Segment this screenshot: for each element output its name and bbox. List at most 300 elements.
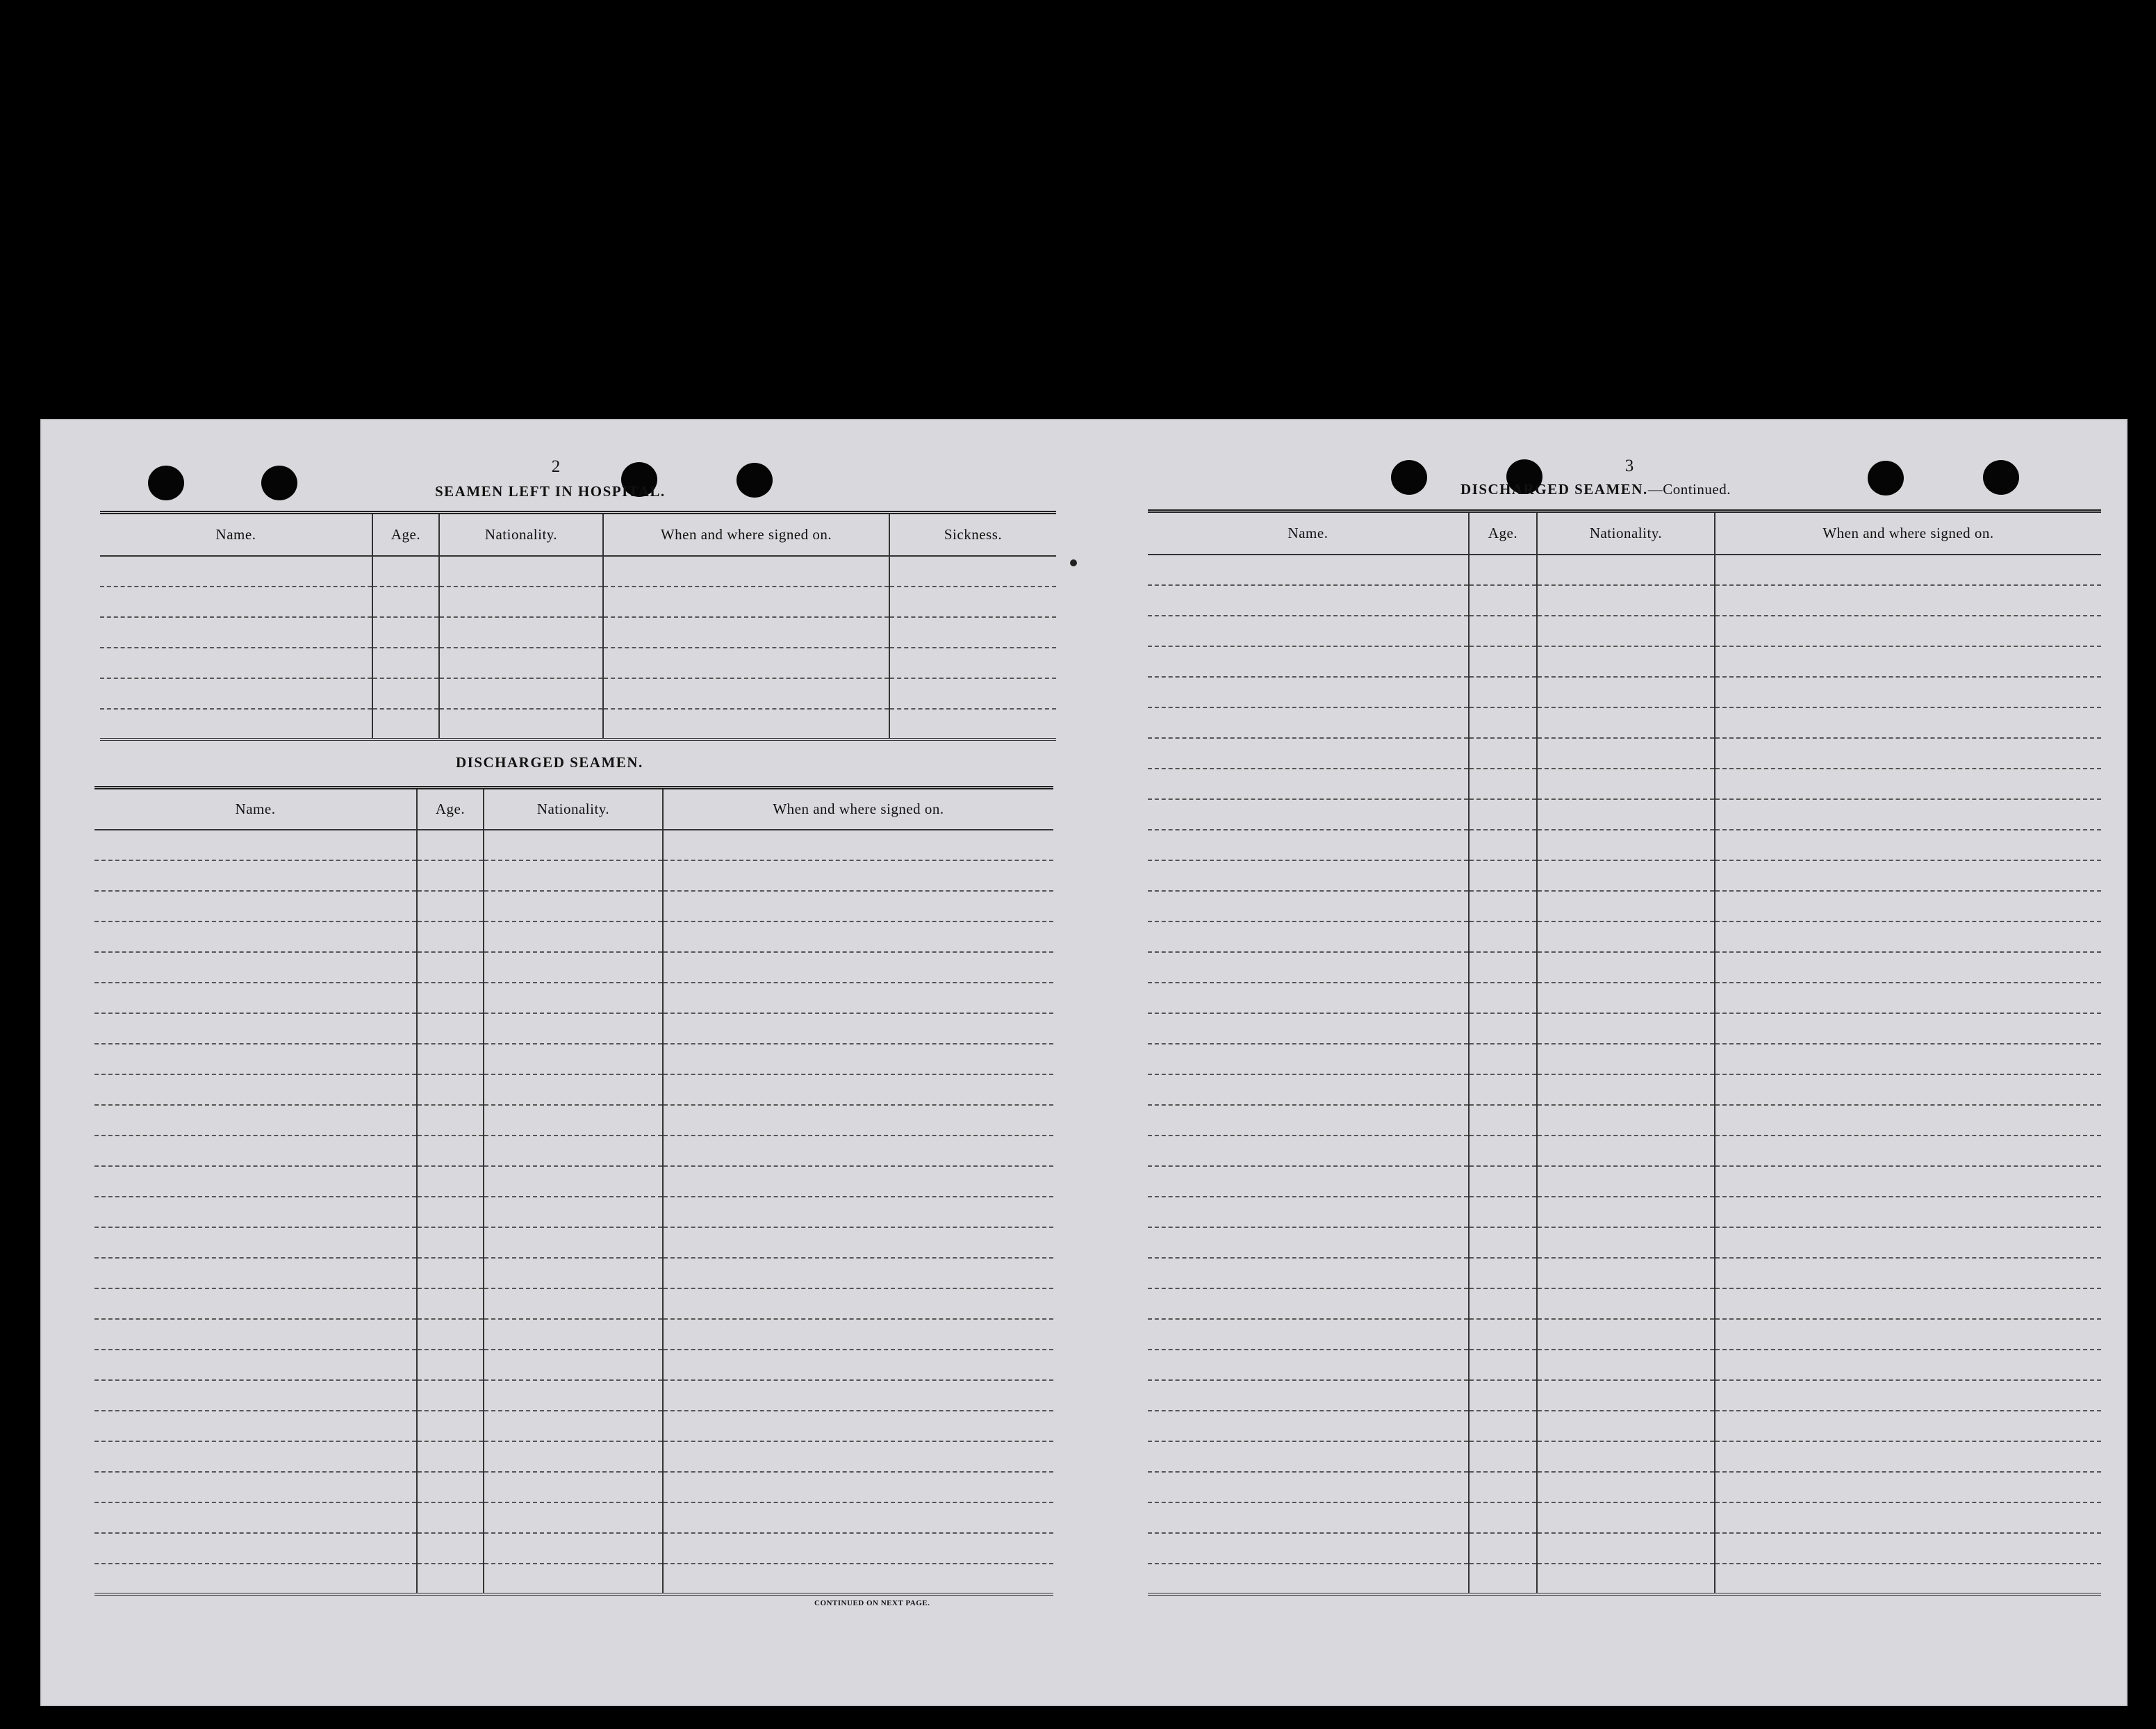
table-cell[interactable]	[1469, 707, 1537, 738]
table-cell[interactable]	[663, 1441, 1053, 1472]
table-cell[interactable]	[1537, 983, 1715, 1013]
table-cell[interactable]	[1148, 860, 1469, 891]
table-cell[interactable]	[1715, 1411, 2101, 1441]
discharged-seamen-table-right	[1148, 509, 2101, 1596]
table-cell[interactable]	[1148, 1288, 1469, 1319]
table-cell[interactable]	[417, 1136, 484, 1166]
table-cell[interactable]	[94, 1074, 417, 1105]
table-cell[interactable]	[1148, 830, 1469, 860]
table-cell[interactable]	[1715, 1227, 2101, 1258]
table-cell[interactable]	[1715, 1044, 2101, 1074]
table-cell[interactable]	[94, 921, 417, 952]
table-cell[interactable]	[663, 1166, 1053, 1197]
table-cell[interactable]	[1469, 1227, 1537, 1258]
table-row	[1148, 799, 2101, 830]
table-cell[interactable]	[663, 860, 1053, 891]
table-cell[interactable]	[484, 921, 663, 952]
table-cell[interactable]	[1469, 952, 1537, 983]
table-cell[interactable]	[1537, 1197, 1715, 1227]
table-cell[interactable]	[94, 1411, 417, 1441]
col-header-age: Age.	[1469, 511, 1537, 555]
table-cell[interactable]	[1148, 1380, 1469, 1411]
table-cell[interactable]	[1148, 799, 1469, 830]
page-number-right: 3	[1624, 457, 1634, 475]
table-cell[interactable]	[1148, 1013, 1469, 1044]
table-cell[interactable]	[1148, 1411, 1469, 1441]
table-cell[interactable]	[603, 648, 889, 678]
table-cell[interactable]	[1469, 1166, 1537, 1197]
table-cell[interactable]	[663, 1227, 1053, 1258]
table-cell[interactable]	[1148, 616, 1469, 646]
table-cell[interactable]	[663, 1074, 1053, 1105]
table-cell[interactable]	[417, 1564, 484, 1594]
table-cell[interactable]	[484, 1227, 663, 1258]
table-row	[94, 983, 1053, 1013]
table-cell[interactable]	[1537, 799, 1715, 830]
table-cell[interactable]	[1469, 1441, 1537, 1472]
table-cell[interactable]	[1537, 646, 1715, 677]
table-cell[interactable]	[1148, 1564, 1469, 1594]
table-cell[interactable]	[663, 1105, 1053, 1136]
table-cell[interactable]	[484, 1136, 663, 1166]
table-cell[interactable]	[1469, 1472, 1537, 1502]
table-cell[interactable]	[1537, 952, 1715, 983]
table-cell[interactable]	[100, 587, 372, 617]
table-cell[interactable]	[1537, 707, 1715, 738]
table-cell[interactable]	[889, 556, 1056, 587]
table-cell[interactable]	[1537, 1380, 1715, 1411]
table-cell[interactable]	[417, 1319, 484, 1350]
table-cell[interactable]	[1469, 1105, 1537, 1136]
table-cell[interactable]	[1715, 1350, 2101, 1380]
table-cell[interactable]	[1148, 1074, 1469, 1105]
table-cell[interactable]	[1469, 1197, 1537, 1227]
table-cell[interactable]	[484, 830, 663, 860]
table-cell[interactable]	[94, 1472, 417, 1502]
table-cell[interactable]	[1715, 707, 2101, 738]
table-cell[interactable]	[663, 1411, 1053, 1441]
table-cell[interactable]	[1469, 799, 1537, 830]
table-cell[interactable]	[1715, 1105, 2101, 1136]
table-cell[interactable]	[100, 556, 372, 587]
table-cell[interactable]	[1469, 1533, 1537, 1564]
title-text: DISCHARGED SEAMEN.	[1460, 481, 1648, 498]
table-cell[interactable]	[603, 678, 889, 709]
table-cell[interactable]	[1715, 1288, 2101, 1319]
table-cell[interactable]	[484, 1380, 663, 1411]
table-cell[interactable]	[1715, 891, 2101, 921]
table-cell[interactable]	[1469, 1258, 1537, 1288]
table-cell[interactable]	[889, 617, 1056, 648]
table-cell[interactable]	[663, 952, 1053, 983]
table-row	[100, 678, 1056, 709]
table-row	[1148, 1013, 2101, 1044]
table-cell[interactable]	[1537, 555, 1715, 585]
table-cell[interactable]	[663, 1472, 1053, 1502]
table-cell[interactable]	[1537, 585, 1715, 616]
table-cell[interactable]	[94, 891, 417, 921]
col-header-nationality: Nationality.	[439, 513, 603, 556]
table-cell[interactable]	[1537, 860, 1715, 891]
table-cell[interactable]	[1469, 983, 1537, 1013]
table-cell[interactable]	[603, 617, 889, 648]
table-cell[interactable]	[100, 709, 372, 739]
table-cell[interactable]	[417, 1013, 484, 1044]
table-cell[interactable]	[1715, 1074, 2101, 1105]
table-cell[interactable]	[1537, 1502, 1715, 1533]
table-cell[interactable]	[417, 1380, 484, 1411]
table-cell[interactable]	[1715, 1564, 2101, 1594]
table-cell[interactable]	[417, 1472, 484, 1502]
table-cell[interactable]	[484, 1258, 663, 1288]
table-cell[interactable]	[1469, 555, 1537, 585]
table-row	[94, 891, 1053, 921]
continued-note: CONTINUED ON NEXT PAGE.	[814, 1599, 930, 1607]
table-cell[interactable]	[94, 830, 417, 860]
table-cell[interactable]	[1148, 769, 1469, 799]
table-cell[interactable]	[94, 1166, 417, 1197]
table-cell[interactable]	[1537, 1166, 1715, 1197]
table-cell[interactable]	[484, 1533, 663, 1564]
table-cell[interactable]	[1537, 738, 1715, 769]
table-cell[interactable]	[1715, 830, 2101, 860]
table-cell[interactable]	[1148, 1258, 1469, 1288]
table-cell[interactable]	[484, 1105, 663, 1136]
table-cell[interactable]	[1537, 1564, 1715, 1594]
table-cell[interactable]	[417, 983, 484, 1013]
table-cell[interactable]	[94, 1044, 417, 1074]
table-cell[interactable]	[1537, 1105, 1715, 1136]
table-cell[interactable]	[1469, 616, 1537, 646]
table-cell[interactable]	[1148, 1197, 1469, 1227]
table-cell[interactable]	[484, 1013, 663, 1044]
table-cell[interactable]	[1469, 677, 1537, 707]
table-cell[interactable]	[1715, 1380, 2101, 1411]
table-cell[interactable]	[484, 1472, 663, 1502]
table-cell[interactable]	[100, 617, 372, 648]
table-cell[interactable]	[94, 1502, 417, 1533]
table-cell[interactable]	[1537, 1227, 1715, 1258]
table-cell[interactable]	[94, 1533, 417, 1564]
table-cell[interactable]	[94, 1319, 417, 1350]
table-cell[interactable]	[1148, 921, 1469, 952]
table-cell[interactable]	[1148, 585, 1469, 616]
table-cell[interactable]	[663, 1564, 1053, 1594]
table-cell[interactable]	[663, 1136, 1053, 1166]
table-cell[interactable]	[1469, 921, 1537, 952]
table-cell[interactable]	[1715, 921, 2101, 952]
table-cell[interactable]	[1469, 1013, 1537, 1044]
table-cell[interactable]	[1715, 1502, 2101, 1533]
table-cell[interactable]	[1148, 1136, 1469, 1166]
table-row	[1148, 1350, 2101, 1380]
table-cell[interactable]	[663, 983, 1053, 1013]
table-cell[interactable]	[372, 587, 439, 617]
table-cell[interactable]	[1148, 1441, 1469, 1472]
table-cell[interactable]	[1148, 1350, 1469, 1380]
table-cell[interactable]	[417, 952, 484, 983]
table-cell[interactable]	[1469, 1350, 1537, 1380]
table-cell[interactable]	[1148, 952, 1469, 983]
table-cell[interactable]	[1715, 1472, 2101, 1502]
table-cell[interactable]	[1537, 1258, 1715, 1288]
table-cell[interactable]	[1715, 1441, 2101, 1472]
table-cell[interactable]	[663, 1502, 1053, 1533]
table-cell[interactable]	[484, 1074, 663, 1105]
table-cell[interactable]	[1715, 1166, 2101, 1197]
table-cell[interactable]	[1148, 1044, 1469, 1074]
table-cell[interactable]	[417, 1227, 484, 1258]
table-cell[interactable]	[663, 1288, 1053, 1319]
table-cell[interactable]	[1715, 677, 2101, 707]
table-cell[interactable]	[94, 1258, 417, 1288]
table-cell[interactable]	[663, 1319, 1053, 1350]
table-cell[interactable]	[663, 1258, 1053, 1288]
table-cell[interactable]	[889, 587, 1056, 617]
table-cell[interactable]	[1537, 921, 1715, 952]
table-cell[interactable]	[417, 830, 484, 860]
table-cell[interactable]	[663, 830, 1053, 860]
table-cell[interactable]	[663, 1350, 1053, 1380]
table-row	[1148, 707, 2101, 738]
table-cell[interactable]	[603, 709, 889, 739]
table-cell[interactable]	[1537, 1441, 1715, 1472]
table-cell[interactable]	[1469, 1380, 1537, 1411]
table-row	[1148, 1380, 2101, 1411]
table-cell[interactable]	[1715, 952, 2101, 983]
table-cell[interactable]	[1148, 891, 1469, 921]
table-cell[interactable]	[1537, 891, 1715, 921]
table-cell[interactable]	[1715, 738, 2101, 769]
table-cell[interactable]	[417, 1197, 484, 1227]
table-cell[interactable]	[1715, 1136, 2101, 1166]
table-cell[interactable]	[1537, 1074, 1715, 1105]
table-cell[interactable]	[1715, 769, 2101, 799]
table-cell[interactable]	[94, 860, 417, 891]
table-row	[94, 1074, 1053, 1105]
table-cell[interactable]	[1715, 616, 2101, 646]
table-cell[interactable]	[94, 1288, 417, 1319]
table-cell[interactable]	[1715, 1258, 2101, 1288]
table-cell[interactable]	[417, 1044, 484, 1074]
punch-hole	[1983, 460, 2019, 495]
table-cell[interactable]	[1469, 1074, 1537, 1105]
table-cell[interactable]	[484, 1288, 663, 1319]
table-cell[interactable]	[1537, 1472, 1715, 1502]
table-cell[interactable]	[417, 1350, 484, 1380]
table-cell[interactable]	[1715, 585, 2101, 616]
table-cell[interactable]	[1715, 1533, 2101, 1564]
table-cell[interactable]	[417, 1288, 484, 1319]
table-row	[1148, 1319, 2101, 1350]
table-cell[interactable]	[100, 678, 372, 709]
table-cell[interactable]	[1715, 1319, 2101, 1350]
table-cell[interactable]	[484, 891, 663, 921]
table-cell[interactable]	[889, 678, 1056, 709]
table-cell[interactable]	[1537, 830, 1715, 860]
table-cell[interactable]	[100, 648, 372, 678]
table-cell[interactable]	[1715, 555, 2101, 585]
table-cell[interactable]	[1469, 769, 1537, 799]
table-cell[interactable]	[1148, 1166, 1469, 1197]
table-cell[interactable]	[1537, 1411, 1715, 1441]
table-cell[interactable]	[1469, 585, 1537, 616]
table-cell[interactable]	[1537, 677, 1715, 707]
table-cell[interactable]	[1148, 738, 1469, 769]
table-cell[interactable]	[663, 921, 1053, 952]
table-cell[interactable]	[372, 709, 439, 739]
table-cell[interactable]	[417, 860, 484, 891]
table-cell[interactable]	[1148, 1227, 1469, 1258]
table-cell[interactable]	[439, 648, 603, 678]
table-cell[interactable]	[1537, 1288, 1715, 1319]
table-cell[interactable]	[417, 921, 484, 952]
table-cell[interactable]	[372, 617, 439, 648]
table-cell[interactable]	[94, 1013, 417, 1044]
table-cell[interactable]	[372, 678, 439, 709]
table-cell[interactable]	[1537, 1319, 1715, 1350]
table-row	[100, 556, 1056, 587]
table-cell[interactable]	[1715, 860, 2101, 891]
table-cell[interactable]	[417, 891, 484, 921]
table-row	[1148, 983, 2101, 1013]
table-cell[interactable]	[439, 587, 603, 617]
table-cell[interactable]	[1715, 1197, 2101, 1227]
table-cell[interactable]	[603, 587, 889, 617]
table-cell[interactable]	[663, 1533, 1053, 1564]
table-cell[interactable]	[1537, 1533, 1715, 1564]
table-row	[94, 1166, 1053, 1197]
table-cell[interactable]	[484, 1044, 663, 1074]
table-cell[interactable]	[663, 1197, 1053, 1227]
table-cell[interactable]	[417, 1502, 484, 1533]
table-row	[1148, 585, 2101, 616]
table-cell[interactable]	[439, 617, 603, 648]
table-cell[interactable]	[1537, 1350, 1715, 1380]
table-cell[interactable]	[94, 1105, 417, 1136]
col-header-sickness: Sickness.	[889, 513, 1056, 556]
page-number-left: 2	[551, 457, 561, 476]
table-cell[interactable]	[94, 1197, 417, 1227]
table-cell[interactable]	[94, 1380, 417, 1411]
table-cell[interactable]	[1148, 1502, 1469, 1533]
table-cell[interactable]	[1537, 1136, 1715, 1166]
table-cell[interactable]	[1537, 1013, 1715, 1044]
table-cell[interactable]	[439, 556, 603, 587]
table-cell[interactable]	[1469, 1044, 1537, 1074]
table-row	[1148, 1044, 2101, 1074]
table-cell[interactable]	[417, 1258, 484, 1288]
col-header-signed-on: When and where signed on.	[603, 513, 889, 556]
table-cell[interactable]	[1469, 738, 1537, 769]
table-cell[interactable]	[484, 1411, 663, 1441]
table-cell[interactable]	[484, 1564, 663, 1594]
table-cell[interactable]	[1469, 891, 1537, 921]
table-row	[94, 830, 1053, 860]
table-cell[interactable]	[417, 1441, 484, 1472]
punch-hole	[1391, 460, 1427, 495]
table-row	[1148, 1227, 2101, 1258]
table-cell[interactable]	[1537, 769, 1715, 799]
table-cell[interactable]	[94, 1350, 417, 1380]
table-cell[interactable]	[94, 952, 417, 983]
table-cell[interactable]	[1469, 1136, 1537, 1166]
table-cell[interactable]	[1537, 616, 1715, 646]
table-cell[interactable]	[1148, 983, 1469, 1013]
table-cell[interactable]	[1469, 1319, 1537, 1350]
table-row	[1148, 1564, 2101, 1594]
table-cell[interactable]	[1148, 1472, 1469, 1502]
table-cell[interactable]	[1148, 677, 1469, 707]
table-cell[interactable]	[1469, 1502, 1537, 1533]
table-cell[interactable]	[1469, 860, 1537, 891]
table-cell[interactable]	[94, 1441, 417, 1472]
table-row	[94, 1227, 1053, 1258]
punch-hole	[261, 466, 297, 500]
table-cell[interactable]	[1715, 799, 2101, 830]
table-cell[interactable]	[484, 1502, 663, 1533]
table-cell[interactable]	[663, 1044, 1053, 1074]
table-cell[interactable]	[484, 952, 663, 983]
table-cell[interactable]	[372, 556, 439, 587]
table-row	[1148, 1288, 2101, 1319]
table-cell[interactable]	[889, 709, 1056, 739]
table-cell[interactable]	[439, 709, 603, 739]
table-cell[interactable]	[94, 1564, 417, 1594]
table-cell[interactable]	[417, 1533, 484, 1564]
table-cell[interactable]	[94, 983, 417, 1013]
table-cell[interactable]	[484, 983, 663, 1013]
table-cell[interactable]	[484, 1350, 663, 1380]
table-cell[interactable]	[417, 1074, 484, 1105]
table-cell[interactable]	[1469, 1564, 1537, 1594]
table-row	[1148, 646, 2101, 677]
table-cell[interactable]	[1148, 1105, 1469, 1136]
table-cell[interactable]	[484, 860, 663, 891]
table-cell[interactable]	[94, 1136, 417, 1166]
table-cell[interactable]	[94, 1227, 417, 1258]
table-cell[interactable]	[417, 1166, 484, 1197]
table-cell[interactable]	[1148, 1319, 1469, 1350]
table-cell[interactable]	[484, 1319, 663, 1350]
table-cell[interactable]	[1148, 646, 1469, 677]
table-cell[interactable]	[417, 1105, 484, 1136]
table-cell[interactable]	[603, 556, 889, 587]
table-cell[interactable]	[1469, 646, 1537, 677]
table-cell[interactable]	[1148, 1533, 1469, 1564]
table-cell[interactable]	[1537, 1044, 1715, 1074]
table-cell[interactable]	[1469, 1411, 1537, 1441]
table-cell[interactable]	[439, 678, 603, 709]
table-cell[interactable]	[1715, 1013, 2101, 1044]
table-cell[interactable]	[889, 648, 1056, 678]
table-cell[interactable]	[663, 891, 1053, 921]
table-cell[interactable]	[1715, 983, 2101, 1013]
table-cell[interactable]	[484, 1197, 663, 1227]
table-cell[interactable]	[1715, 646, 2101, 677]
table-cell[interactable]	[484, 1441, 663, 1472]
table-row	[94, 1105, 1053, 1136]
table-cell[interactable]	[417, 1411, 484, 1441]
table-cell[interactable]	[1148, 707, 1469, 738]
table-cell[interactable]	[372, 648, 439, 678]
table-cell[interactable]	[663, 1013, 1053, 1044]
table-cell[interactable]	[484, 1166, 663, 1197]
table-cell[interactable]	[663, 1380, 1053, 1411]
table-cell[interactable]	[1469, 830, 1537, 860]
table-cell[interactable]	[1469, 1288, 1537, 1319]
table-cell[interactable]	[1148, 555, 1469, 585]
